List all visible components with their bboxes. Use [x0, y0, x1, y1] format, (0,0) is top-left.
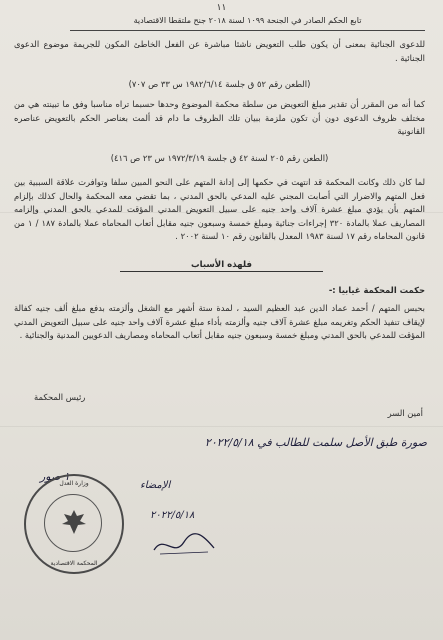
- page-number: ١١: [216, 3, 227, 13]
- title-underline: [120, 271, 323, 272]
- stamp-bottom-text: المحكمة الاقتصادية: [50, 560, 98, 567]
- reasons-title: [120, 260, 323, 272]
- citation-1: (الطعن رقم ٥٢ ق جلسة ١٩٨٢/٦/١٤ س ٣٣ ص ٧٠٧): [128, 79, 311, 89]
- case-header: تابع الحكم الصادر في الجنحة ١٠٩٩ لسنة ٢٠١٨ جنح ملتقطا الاقتصادية: [70, 16, 425, 31]
- handwritten-copy-note: صورة طبق الأصل سلمت للطالب في ٢٠٢٢/٥/١٨: [204, 436, 427, 449]
- paper-fold-line: [0, 212, 443, 213]
- signature-scribble-icon: [150, 530, 220, 560]
- paragraph-1: للدعوى الجنائية بمعنى أن يكون طلب التعويض ناشئا مباشرة عن الفعل الخاطئ المكون للجريمة موضوع الدعوى الجنائية .: [14, 39, 425, 63]
- handwritten-date: ٢٠٢٢/٥/١٨: [150, 510, 195, 521]
- handwritten-signature: الإمضاء: [140, 480, 171, 491]
- president-label: رئيس المحكمة: [34, 392, 86, 402]
- reasons-title-text: فلهذه الأسباب: [190, 260, 252, 270]
- verdict-text: بحبس المتهم / أحمد عماد الدين عبد العظيم السيد ، لمدة ستة أشهر مع الشغل وألزمته بدفع مبلغ ألف جنيه كفالة لإيقاف تنفيذ الحكم وتغريمه مبلغ عشرة آلاف جنيه وألزمته بأداء مبلغ عشرة آلاف واحد جنيه على سبيل التعويض المدني المؤقت للمدعي بالحق المدني ومبلغ خمسة وسبعون جنيه مقابل أتعاب المحاماه ومصاريف الدعويين المدنية والجنائية .: [14, 303, 425, 341]
- paragraph-3: لما كان ذلك وكانت المحكمة قد انتهت في حكمها إلى إدانة المتهم على النحو المبين سلفا وتوافرت علاقة السببية بين فعل المتهم والاضرار التي أصابت المجني عليه المدعي بالحق المدني ، بما تقضي معه المحكمة والحال كذلك بإلزام المتهم بأن يؤدي مبلغ عشرة آلاف واحد جنيه على سبيل التعويض المدني المؤقت للمدعي بالحق المدني وإلزامه المصاريف عملا بالمادة ٣٢٠ إجراءات جنائية ومبلغ خمسة وسبعون جنيه مقابل أتعاب المحاماه عملا بالمادة ١٨٧ / ١ من قانون المحاماه رقم ١٧ لسنة ١٩٨٣ المعدل بالقانون رقم ١٠ لسنة ٢٠٠٢ .: [14, 177, 425, 242]
- eagle-emblem-icon: [58, 506, 90, 538]
- paper-fold-line: [0, 426, 443, 427]
- court-stamp: [24, 474, 124, 574]
- verdict-heading: حكمت المحكمة غيابيا :-: [328, 285, 425, 295]
- paragraph-2: كما أنه من المقرر أن تقدير مبلغ التعويض من سلطة محكمة الموضوع وحدها حسبما تراه مناسبا وفق ما تبينته هي من مختلف ظروف الدعوى دون أن تكون ملزمة ببيان تلك الظروف ما دام قد ألمت بعناصر الحكم بالتعويض عناصره القانونية: [14, 99, 425, 137]
- handwritten-copies: ١ صور: [40, 470, 70, 483]
- secretary-label: أمين السر: [387, 408, 423, 418]
- citation-2: (الطعن رقم ٢٠٥ لسنة ٤٢ ق جلسة ١٩٧٢/٣/١٩ س ٢٣ ص ٤١٦): [110, 153, 329, 163]
- stamp-top-text: وزارة العدل: [59, 480, 89, 487]
